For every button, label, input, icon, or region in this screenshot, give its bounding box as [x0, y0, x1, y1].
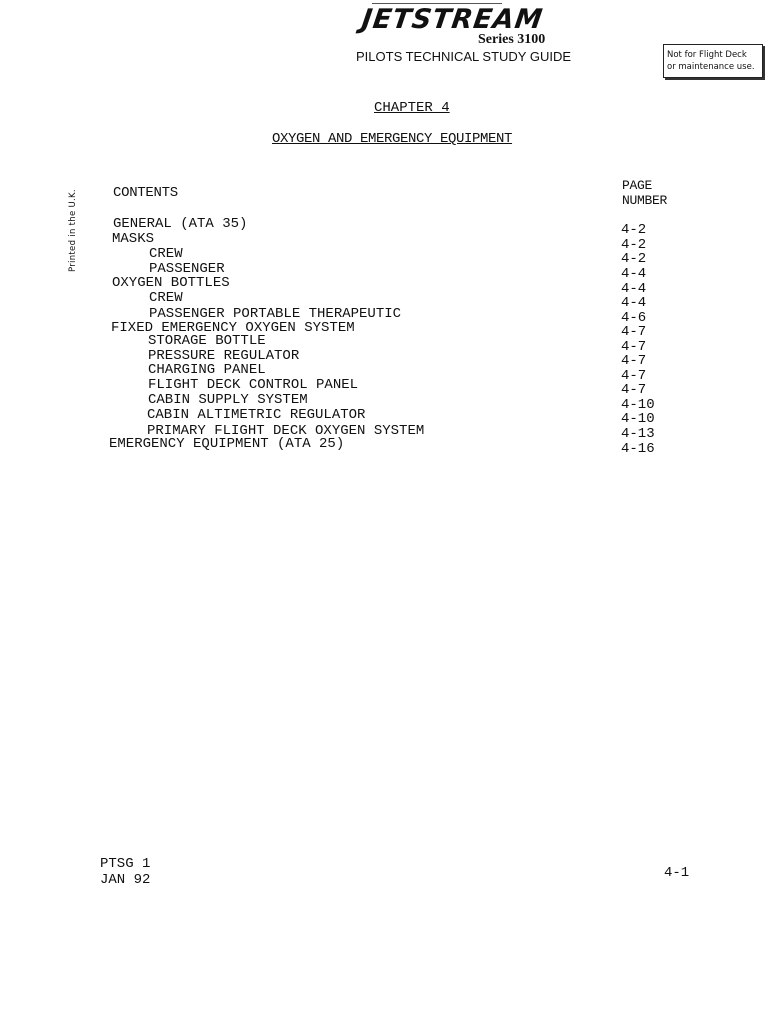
toc-entry-label: FLIGHT DECK CONTROL PANEL — [148, 377, 359, 393]
toc-entry-page: 4-7 — [621, 353, 647, 369]
toc-entry-page: 4-7 — [621, 324, 647, 340]
toc-entry-label: PASSENGER — [149, 261, 225, 277]
notice-line-2: or maintenance use. — [667, 62, 755, 72]
toc-entry-page: 4-7 — [621, 382, 647, 398]
toc-entry-page: 4-10 — [621, 397, 655, 413]
toc-entry-label: PRIMARY FLIGHT DECK OXYGEN SYSTEM — [147, 423, 425, 439]
footer-page-number: 4-1 — [664, 865, 690, 881]
jetstream-logo: JETSTREAM — [359, 4, 545, 35]
toc-entry-page: 4-4 — [621, 266, 647, 282]
toc-entry-label: EMERGENCY EQUIPMENT (ATA 25) — [109, 436, 345, 452]
guide-title: PILOTS TECHNICAL STUDY GUIDE — [356, 49, 572, 64]
toc-entry-page: 4-6 — [621, 310, 647, 326]
toc-entry-label: CABIN SUPPLY SYSTEM — [148, 392, 308, 408]
toc-entry-page: 4-2 — [621, 222, 647, 238]
toc-entry-label: CHARGING PANEL — [148, 362, 266, 378]
toc-entry-page: 4-4 — [621, 281, 647, 297]
toc-entry-label: GENERAL (ATA 35) — [113, 216, 248, 232]
notice-box — [663, 44, 763, 78]
notice-line-1: Not for Flight Deck — [667, 50, 747, 60]
toc-entry-page: 4-2 — [621, 237, 647, 253]
toc-entry-label: PASSENGER PORTABLE THERAPEUTIC — [149, 306, 402, 322]
toc-entry-page: 4-7 — [621, 339, 647, 355]
footer-doc-code — [100, 856, 150, 888]
toc-entry-page: 4-16 — [621, 441, 655, 457]
page-number-heading — [622, 178, 667, 208]
toc-entry-label: MASKS — [112, 231, 155, 247]
toc-entry-page: 4-7 — [621, 368, 647, 384]
toc-entry-label: CREW — [149, 290, 183, 306]
toc-entry-label: FIXED EMERGENCY OXYGEN SYSTEM — [111, 320, 355, 336]
toc-entry-page: 4-2 — [621, 251, 647, 267]
chapter-number: CHAPTER 4 — [374, 100, 450, 116]
toc-entry-page: 4-4 — [621, 295, 647, 311]
page-heading-line-1: PAGE — [622, 178, 653, 193]
series-label: Series 3100 — [478, 32, 546, 47]
toc-entry-label: STORAGE BOTTLE — [148, 333, 266, 349]
toc-entry-label: OXYGEN BOTTLES — [112, 275, 230, 291]
footer-date: JAN 92 — [100, 872, 151, 888]
toc-entry-label: CABIN ALTIMETRIC REGULATOR — [147, 407, 366, 423]
footer-code: PTSG 1 — [100, 856, 151, 872]
contents-heading: CONTENTS — [113, 185, 178, 201]
toc-entry-label: CREW — [149, 246, 183, 262]
chapter-title: OXYGEN AND EMERGENCY EQUIPMENT — [272, 131, 513, 147]
toc-entry-page: 4-13 — [621, 426, 655, 442]
printed-in-uk-note: Printed in the U.K. — [68, 189, 78, 272]
page-heading-line-2: NUMBER — [622, 193, 668, 208]
toc-entry-label: PRESSURE REGULATOR — [148, 348, 300, 364]
toc-entry-page: 4-10 — [621, 411, 655, 427]
